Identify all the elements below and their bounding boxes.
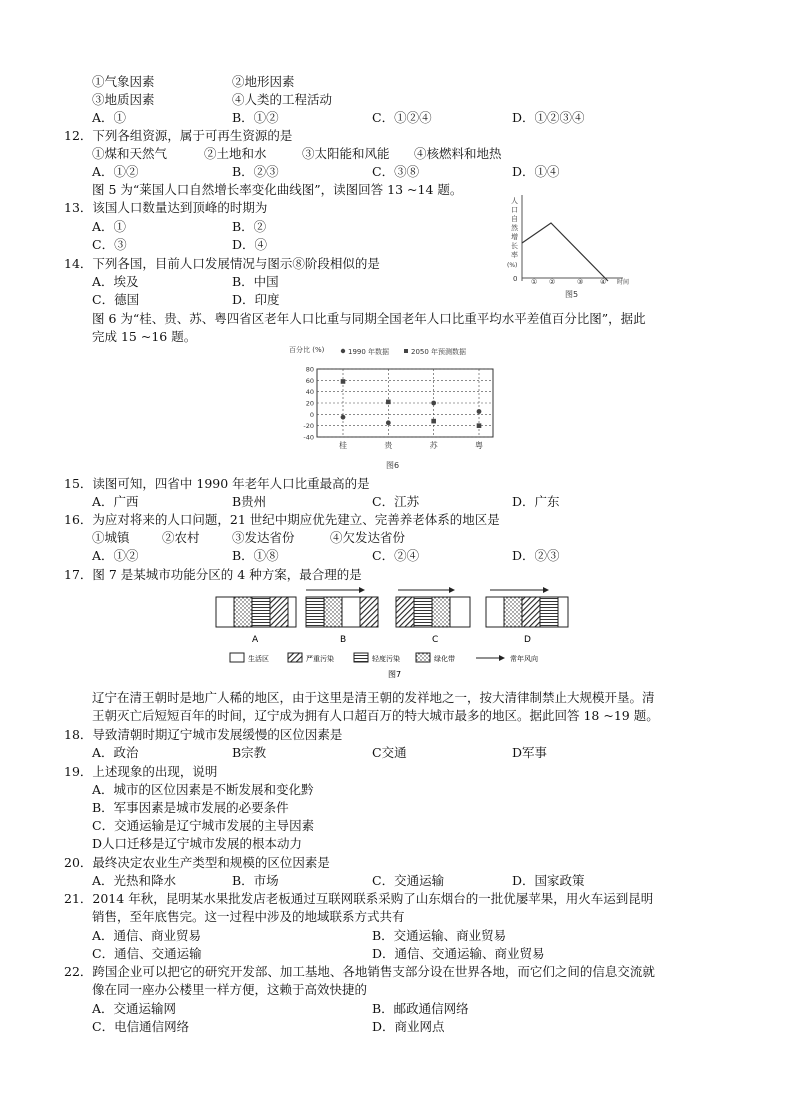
q20-stem: 20．最终决定农业生产类型和规模的区位因素是 <box>64 855 330 870</box>
q16-option-b: B．①⑧ <box>232 548 279 563</box>
q22-option-c: C．电信通信网络 <box>92 1019 190 1034</box>
fig6-point-2050 <box>477 423 482 428</box>
fig6-category-label: 苏 <box>429 441 438 450</box>
figure-6-chart <box>285 343 515 470</box>
fig6-y-tick-label: -20 <box>303 422 314 431</box>
fig6-legend-2050: 2050 年预测数据 <box>411 348 467 356</box>
fig5-ylabel-char: 自 <box>511 215 518 223</box>
q21-option-b: B．交通运输、商业贸易 <box>372 928 507 943</box>
fig6-y-tick-label: -40 <box>303 433 314 442</box>
fig7-legend-residential: 生活区 <box>248 655 269 663</box>
fig7-legend-light: 轻度污染 <box>372 655 400 663</box>
q20-option-a: A．光热和降水 <box>92 873 177 888</box>
q18-option-d: D军事 <box>512 745 548 760</box>
fig7-legend <box>230 653 538 663</box>
q11-option-c: C．①②④ <box>372 110 432 125</box>
fig6-y-tick-label: 60 <box>305 376 314 385</box>
q22-stem-line-1: 22．跨国企业可以把它的研究开发部、加工基地、各地销售支部分设在世界各地，而它们之间的信息交流就 <box>64 964 655 979</box>
q11-option-a: A．① <box>92 110 127 125</box>
fig5-unit: (%) <box>507 262 518 269</box>
fig7-label-c: C <box>432 635 439 645</box>
fig5-mark-1: ① <box>531 278 538 286</box>
fig6-point-1990 <box>431 401 436 406</box>
fig6-legend-1990: 1990 年数据 <box>348 348 390 356</box>
q20-option-c: C．交通运输 <box>372 873 445 888</box>
intro-18-19-line-1: 辽宁在清王朝时是地广人稀的地区，由于这里是清王朝的发祥地之一，按大清律制禁止大规模开垦。清 <box>92 690 655 705</box>
q16-item-3: ③发达省份 <box>232 530 295 545</box>
q16-stem: 16．为应对将来的人口问题，21 世纪中期应优先建立、完善养老体系的地区是 <box>64 512 500 527</box>
fig7-legend-heavy: 严重污染 <box>306 655 334 663</box>
q19-option-a: A．城市的区位因素是不断发展和变化黔 <box>92 782 314 797</box>
q11-item-2: ②地形因素 <box>232 74 295 89</box>
fig5-ylabel-char: 长 <box>511 242 518 250</box>
fig6-point-1990 <box>477 409 482 414</box>
q19-option-c: C．交通运输是辽宁城市发展的主导因素 <box>92 818 315 833</box>
intro-18-19-line-2: 王朝灭亡后短短百年的时间，辽宁成为拥有人口超百万的特大城市最多的地区。据此回答 18 ~19 题。 <box>92 708 659 723</box>
fig6-point-2050 <box>341 379 346 384</box>
q22-stem-line-2: 像在同一座办公楼里一样方便，这赖于高效快捷的 <box>92 982 368 997</box>
fig7-label-d: D <box>524 635 531 645</box>
q11-item-3: ③地质因素 <box>92 92 155 107</box>
q19-stem: 19．上述现象的出现，说明 <box>64 764 218 779</box>
q22-option-a: A．交通运输网 <box>92 1001 177 1016</box>
q21-stem-line-2: 销售，至年底售完。这一过程中涉及的地域联系方式共有 <box>92 909 405 924</box>
q21-option-d: D．通信、交通运输、商业贸易 <box>372 946 545 961</box>
fig6-legend-marker-1990 <box>341 349 345 353</box>
fig5-ylabel-char: 增 <box>511 233 518 241</box>
q12-item-1: ①煤和天然气 <box>92 146 168 161</box>
q12-stem: 12．下列各组资源，属于可再生资源的是 <box>64 128 293 143</box>
fig7-legend-wind: 常年风向 <box>510 655 538 663</box>
q12-item-4: ④核燃料和地热 <box>414 146 502 161</box>
q11-option-b: B．①② <box>232 110 279 125</box>
fig6-point-2050 <box>386 400 391 405</box>
fig7-scheme-d <box>486 590 568 645</box>
fig7-scheme-b <box>306 590 378 645</box>
q18-option-c: C交通 <box>372 745 407 760</box>
q16-option-a: A．①② <box>92 548 139 563</box>
q14-option-c: C．德国 <box>92 292 140 307</box>
q11-option-d: D．①②③④ <box>512 110 585 125</box>
fig5-caption: 图5 <box>565 290 579 299</box>
q12-item-2: ②土地和水 <box>204 146 267 161</box>
fig6-y-tick-label: 20 <box>305 399 314 408</box>
q13-option-b: B．② <box>232 219 267 234</box>
q12-option-c: C．③⑧ <box>372 164 420 179</box>
q14-option-d: D．印度 <box>232 292 280 307</box>
q18-stem: 18．导致清朝时期辽宁城市发展缓慢的区位因素是 <box>64 727 343 742</box>
fig7-scheme-a <box>216 597 296 645</box>
intro-15-16-line-1: 图 6 为“桂、贵、苏、粤四省区老年人口比重与同期全国老年人口比重平均水平差值百分比图”，据此 <box>92 311 646 326</box>
q14-stem: 14．下列各国，目前人口发展情况与图示⑧阶段相似的是 <box>64 256 380 271</box>
q15-option-b: B贵州 <box>232 494 267 509</box>
q12-option-b: B．②③ <box>232 164 279 179</box>
q12-item-3: ③太阳能和风能 <box>302 146 390 161</box>
q14-option-a: A．埃及 <box>92 274 139 289</box>
q18-option-a: A．政治 <box>92 745 139 760</box>
q16-option-d: D．②③ <box>512 548 560 563</box>
fig7-legend-green: 绿化带 <box>434 655 455 663</box>
q21-option-c: C．通信、交通运输 <box>92 946 202 961</box>
q12-option-a: A．①② <box>92 164 139 179</box>
intro-13-14: 图 5 为“莱国人口自然增长率变化曲线图”，读图回答 13 ~14 题。 <box>92 182 463 197</box>
q22-option-b: B．邮政通信网络 <box>372 1001 469 1016</box>
fig6-point-2050 <box>431 419 436 424</box>
fig6-category-label: 贵 <box>384 441 393 450</box>
fig6-point-1990 <box>341 415 346 420</box>
fig7-scheme-c <box>396 590 470 645</box>
fig5-ylabel-char: 口 <box>511 206 518 214</box>
fig5-xlabel: 时间 <box>617 279 630 286</box>
intro-15-16-line-2: 完成 15 ~16 题。 <box>92 329 197 344</box>
q12-option-d: D．①④ <box>512 164 560 179</box>
fig5-mark-3: ③ <box>577 278 584 286</box>
fig5-ylabel-char: 人 <box>511 197 518 205</box>
q18-option-b: B宗教 <box>232 745 267 760</box>
q22-option-d: D．商业网点 <box>372 1019 445 1034</box>
q15-option-a: A．广西 <box>92 494 139 509</box>
fig6-y-tick-label: 80 <box>305 365 314 374</box>
fig5-zero: 0 <box>513 275 518 283</box>
q15-stem: 15．读图可知，四省中 1990 年老年人口比重最高的是 <box>64 476 370 491</box>
q11-item-1: ①气象因素 <box>92 74 155 89</box>
q16-item-1: ①城镇 <box>92 530 130 545</box>
fig7-caption: 图7 <box>388 670 402 679</box>
figure-7-city-zoning <box>214 585 584 680</box>
fig6-point-1990 <box>386 420 391 425</box>
fig7-label-b: B <box>340 635 347 645</box>
fig6-category-label: 粤 <box>475 441 483 450</box>
fig6-y-tick-label: 40 <box>305 388 314 397</box>
q15-option-d: D．广东 <box>512 494 560 509</box>
fig5-growth-curve <box>522 223 608 281</box>
q20-option-b: B．市场 <box>232 873 279 888</box>
q15-option-c: C．江苏 <box>372 494 420 509</box>
q19-option-d: D人口迁移是辽宁城市发展的根本动力 <box>92 836 303 851</box>
q13-option-d: D．④ <box>232 237 268 252</box>
fig5-ylabel-char: 然 <box>511 224 518 232</box>
fig5-mark-4: ④ <box>600 278 607 286</box>
fig5-mark-2: ② <box>549 278 556 286</box>
q16-option-c: C．②④ <box>372 548 420 563</box>
figure-5-growth-rate-curve <box>505 193 645 303</box>
q19-option-b: B．军事因素是城市发展的必要条件 <box>92 800 289 815</box>
fig5-ylabel-char: 率 <box>511 251 518 259</box>
q16-item-2: ②农村 <box>162 530 200 545</box>
fig6-legend-marker-2050 <box>404 349 408 353</box>
q11-item-4: ④人类的工程活动 <box>232 92 333 107</box>
fig6-category-label: 桂 <box>339 441 347 450</box>
q14-option-b: B．中国 <box>232 274 279 289</box>
q21-stem-line-1: 21．2014 年秋，昆明某水果批发店老板通过互联网联系采购了山东烟台的一批优屡苹果，用火车运到昆明 <box>64 891 654 906</box>
fig7-label-a: A <box>252 635 259 645</box>
q13-stem: 13．该国人口数量达到顶峰的时期为 <box>64 200 268 215</box>
q21-option-a: A．通信、商业贸易 <box>92 928 202 943</box>
fig6-y-tick-label: 0 <box>309 410 314 419</box>
q20-option-d: D．国家政策 <box>512 873 585 888</box>
fig6-ylabel: 百分比 (%) <box>289 346 325 354</box>
q16-item-4: ④欠发达省份 <box>330 530 406 545</box>
q13-option-c: C．③ <box>92 237 127 252</box>
q13-option-a: A．① <box>92 219 127 234</box>
q17-stem: 17．图 7 是某城市功能分区的 4 种方案，最合理的是 <box>64 567 362 582</box>
fig6-caption: 图6 <box>386 461 400 470</box>
